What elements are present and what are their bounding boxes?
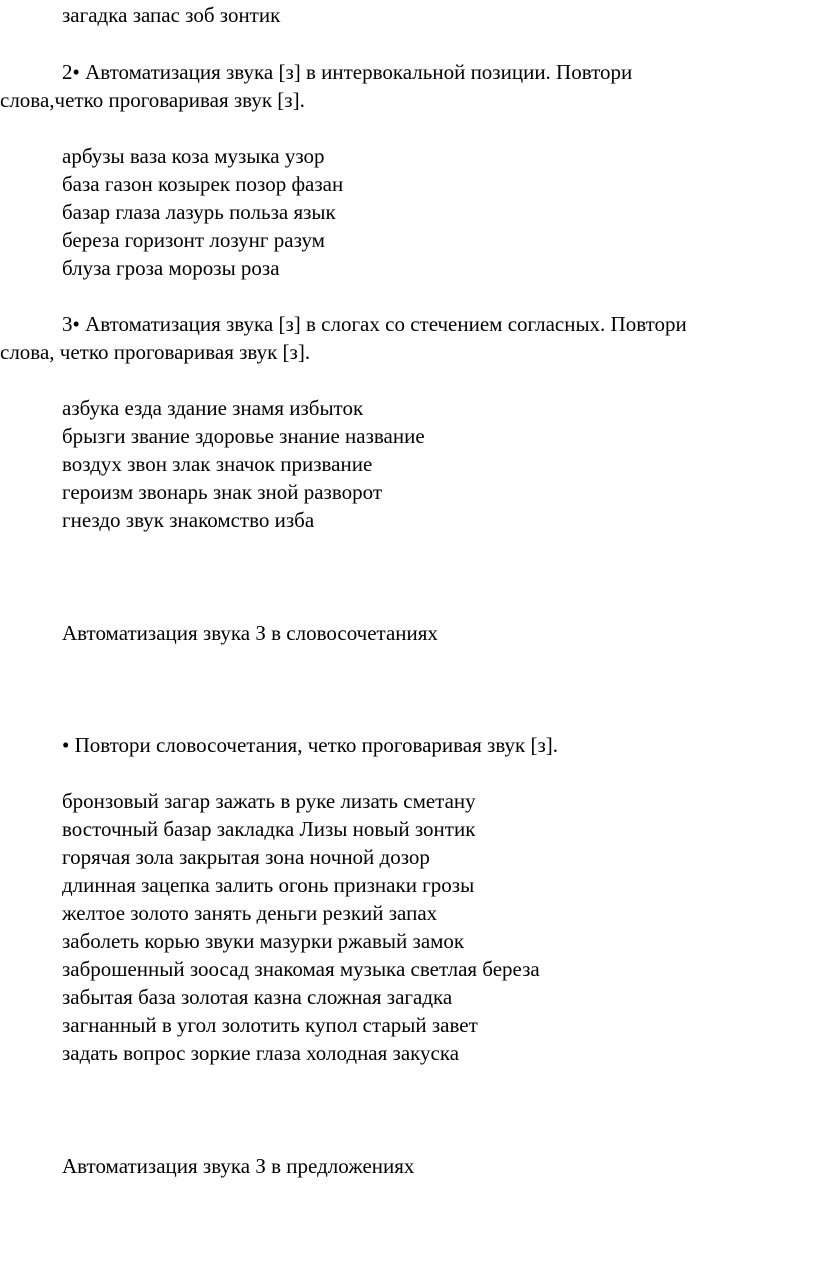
section2-word-row: арбузы ваза коза музыка узор — [62, 144, 325, 168]
phrase-row: восточный базар закладка Лизы новый зонтик — [62, 817, 476, 841]
section2-word-row: блуза гроза морозы роза — [62, 256, 280, 280]
section2-word-row: база газон козырек позор фазан — [62, 172, 344, 196]
phrase-row: заброшенный зоосад знакомая музыка светлая береза — [62, 957, 540, 981]
word-row-top: загадка запас зоб зонтик — [62, 3, 281, 27]
section2-word-row: базар глаза лазурь польза язык — [62, 200, 336, 224]
phrase-row: загнанный в угол золотить купол старый завет — [62, 1013, 478, 1037]
section2-instruction-line1: 2• Автоматизация звука [з] в интервокальной позиции. Повтори — [62, 60, 633, 84]
section3-word-row: воздух звон злак значок призвание — [62, 452, 373, 476]
section2-instruction-line2: слова,четко проговаривая звук [з]. — [0, 88, 305, 112]
phrase-row: забытая база золотая казна сложная загадка — [62, 985, 453, 1009]
phrase-row: желтое золото занять деньги резкий запах — [62, 901, 438, 925]
section2-word-row: береза горизонт лозунг разум — [62, 228, 325, 252]
section3-instruction-line2: слова, четко проговаривая звук [з]. — [0, 340, 311, 364]
section3-word-row: брызги звание здоровье знание название — [62, 424, 425, 448]
section3-word-row: героизм звонарь знак зной разворот — [62, 480, 383, 504]
sentences-heading: Автоматизация звука З в предложениях — [62, 1154, 415, 1178]
phrase-row: горячая зола закрытая зона ночной дозор — [62, 845, 430, 869]
section3-instruction-line1: 3• Автоматизация звука [з] в слогах со стечением согласных. Повтори — [62, 312, 687, 336]
phrase-row: длинная зацепка залить огонь признаки грозы — [62, 873, 475, 897]
phrase-row: бронзовый загар зажать в руке лизать сметану — [62, 789, 476, 813]
section3-word-row: гнездо звук знакомство изба — [62, 508, 315, 532]
phrases-heading: Автоматизация звука З в словосочетаниях — [62, 621, 438, 645]
section3-word-row: азбука езда здание знамя избыток — [62, 396, 364, 420]
phrase-row: заболеть корью звуки мазурки ржавый замок — [62, 929, 465, 953]
phrases-instruction: • Повтори словосочетания, четко проговаривая звук [з]. — [62, 733, 559, 757]
phrase-row: задать вопрос зоркие глаза холодная закуска — [62, 1041, 460, 1065]
